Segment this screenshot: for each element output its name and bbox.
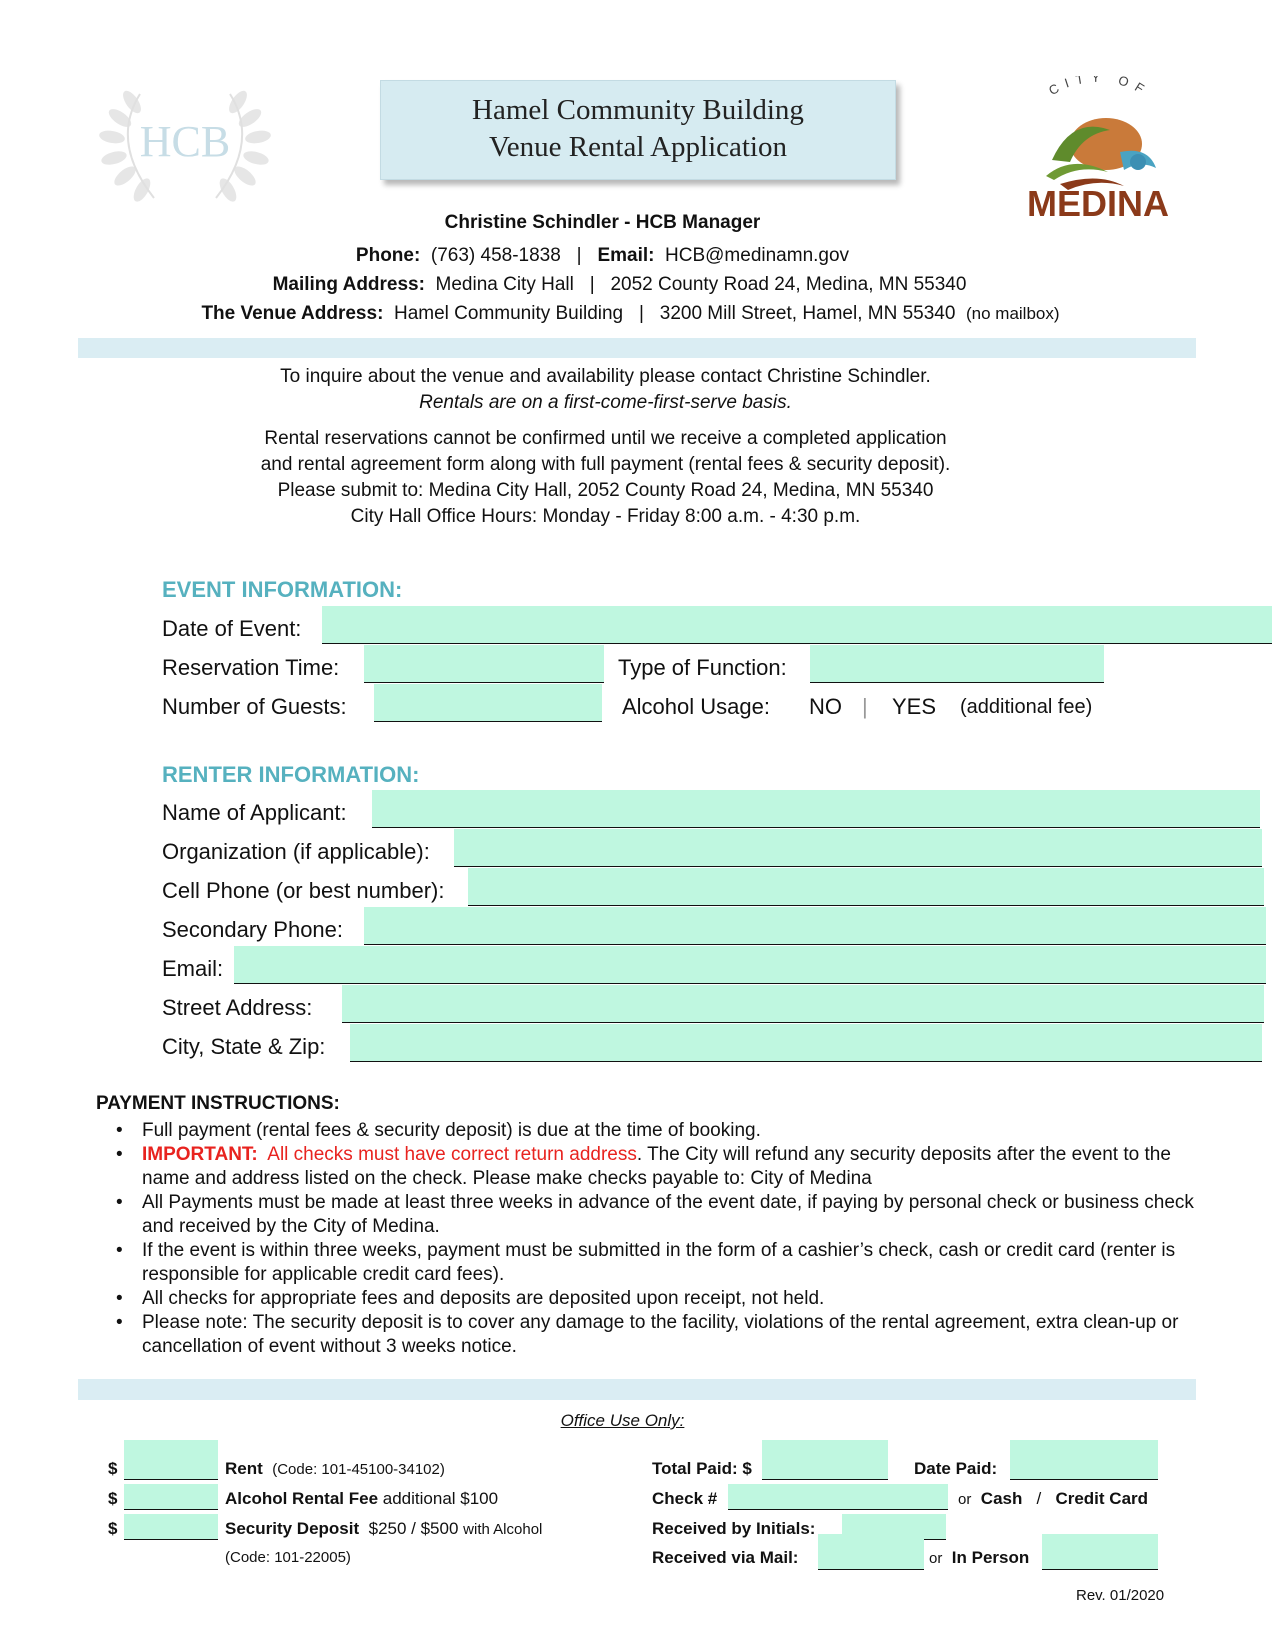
security-deposit-line [225, 1518, 542, 1541]
or-text: or [958, 1491, 972, 1508]
payment-method-slash: / [1036, 1489, 1042, 1508]
notice-line-1: To inquire about the venue and availability please contact Christine Schindler. [280, 366, 931, 387]
type-of-function-label: Type of Function: [618, 655, 787, 680]
mailing-address-line [0, 274, 1257, 296]
office-use-heading: Office Use Only: [560, 1411, 685, 1430]
number-of-guests-field[interactable] [374, 684, 602, 722]
secondary-phone-label: Secondary Phone: [162, 917, 344, 942]
alcohol-fee-note: additional $100 [382, 1489, 499, 1508]
cash-option[interactable]: Cash [980, 1489, 1023, 1508]
important-text: All checks must have correct return address [267, 1144, 637, 1165]
alcohol-dollar-sign: $ [108, 1489, 118, 1508]
venue-label: The Venue Address: [201, 303, 384, 324]
renter-email-label: Email: [162, 956, 224, 981]
divider-band-bottom [78, 1379, 1196, 1400]
phone-value: (763) 458-1838 [430, 245, 561, 266]
renter-email-field[interactable] [234, 946, 1266, 984]
notice-line-6: City Hall Office Hours: Monday - Friday 8:00 a.m. - 4:30 p.m. [350, 506, 861, 527]
notice-line-2: Rentals are on a first-come-first-serve basis. [419, 392, 792, 413]
rent-label: Rent [225, 1459, 263, 1478]
payment-instructions-heading: PAYMENT INSTRUCTIONS: [96, 1093, 340, 1114]
venue-street: 3200 Mill Street, Hamel, MN 55340 [659, 303, 956, 324]
date-of-event-label: Date of Event: [162, 616, 302, 641]
city-state-zip-field[interactable] [350, 1024, 1262, 1062]
notice-line-5: Please submit to: Medina City Hall, 2052 County Road 24, Medina, MN 55340 [277, 480, 934, 501]
mailing-street: 2052 County Road 24, Medina, MN 55340 [610, 274, 967, 295]
check-number-label: Check # [652, 1489, 718, 1508]
venue-address-line [0, 303, 1268, 325]
applicant-name-label: Name of Applicant: [162, 800, 347, 825]
organization-field[interactable] [454, 829, 1262, 867]
deposit-dollar-sign: $ [108, 1519, 118, 1538]
title-box [380, 80, 896, 180]
payment-bullet-3: • All Payments must be made at least three weeks in advance of the event date, if paying by personal check or business check and received by the City of Medina. [110, 1191, 1200, 1239]
rent-amount-field[interactable] [124, 1440, 218, 1480]
city-state-zip-label: City, State & Zip: [162, 1034, 326, 1059]
alcohol-no-option[interactable]: NO [809, 694, 842, 719]
security-deposit-note: with Alcohol [463, 1521, 543, 1538]
email-value: HCB@medinamn.gov [665, 245, 850, 266]
total-paid-label: Total Paid: $ [652, 1459, 752, 1478]
svg-text:CITY OF [1046, 76, 1153, 100]
total-paid-field[interactable] [762, 1440, 888, 1480]
street-address-field[interactable] [342, 985, 1264, 1023]
in-person-line [929, 1547, 1029, 1570]
alcohol-fee-line [225, 1488, 498, 1510]
number-of-guests-label: Number of Guests: [162, 694, 347, 719]
title-line-2: Venue Rental Application [489, 131, 787, 163]
rent-dollar-sign: $ [108, 1459, 118, 1478]
rent-line [225, 1458, 445, 1481]
email-label: Email: [597, 245, 655, 266]
type-of-function-field[interactable] [810, 645, 1104, 683]
venue-name: Hamel Community Building [393, 303, 624, 324]
applicant-name-field[interactable] [372, 790, 1260, 828]
alcohol-usage-label: Alcohol Usage: [622, 694, 770, 719]
received-by-initials-label: Received by Initials: [652, 1519, 816, 1538]
payment-bullet-5: • All checks for appropriate fees and deposits are deposited upon receipt, not held. [110, 1287, 1200, 1311]
payment-bullet-2 [110, 1143, 1200, 1191]
phone-email-line [0, 245, 1240, 267]
hcb-logo [92, 72, 278, 212]
security-deposit-label: Security Deposit [225, 1519, 360, 1538]
important-label: IMPORTANT: [142, 1144, 258, 1165]
separator: | [589, 274, 595, 295]
security-deposit-code: (Code: 101-22005) [225, 1549, 351, 1566]
received-via-mail-field[interactable] [818, 1534, 924, 1570]
medina-arc-text: CITY OF [1046, 76, 1153, 100]
alcohol-fee-amount-field[interactable] [124, 1484, 218, 1510]
street-address-label: Street Address: [162, 995, 313, 1020]
medina-name-text: MEDINA [1027, 183, 1169, 224]
rent-code: (Code: 101-45100-34102) [272, 1461, 445, 1478]
date-of-event-field[interactable] [322, 606, 1272, 644]
medina-logo [1012, 76, 1184, 226]
title-line-1: Hamel Community Building [472, 94, 804, 126]
alcohol-yes-option[interactable]: YES [892, 694, 937, 719]
security-deposit-amount-field[interactable] [124, 1514, 218, 1540]
reservation-time-label: Reservation Time: [162, 655, 340, 680]
or-text: or [929, 1550, 943, 1567]
alcohol-option-separator: | [862, 694, 868, 719]
security-deposit-amounts: $250 / $500 [368, 1519, 459, 1538]
alcohol-fee-label: Alcohol Rental Fee [225, 1489, 379, 1508]
alcohol-fee-note: (additional fee) [960, 696, 1093, 718]
payment-bullet-4: • If the event is within three weeks, payment must be submitted in the form of a cashier’s check, cash or credit card (renter is responsible for applicable credit card fees). [110, 1239, 1200, 1287]
reservation-time-field[interactable] [364, 645, 604, 683]
credit-card-option[interactable]: Credit Card [1055, 1489, 1149, 1508]
divider-band-top [78, 338, 1196, 358]
payment-instructions-list [110, 1119, 1200, 1359]
venue-note: (no mailbox) [966, 304, 1060, 323]
payment-bullet-1: • Full payment (rental fees & security deposit) is due at the time of booking. [110, 1119, 1200, 1143]
received-via-mail-label: Received via Mail: [652, 1548, 799, 1567]
payment-bullet-6: • Please note: The security deposit is to cover any damage to the facility, violations of the rental agreement, extra clean-up or cancellation of event without 3 weeks notice. [110, 1311, 1200, 1359]
mailing-label: Mailing Address: [272, 274, 425, 295]
secondary-phone-field[interactable] [364, 907, 1266, 945]
date-paid-field[interactable] [1010, 1440, 1158, 1480]
mailing-name: Medina City Hall [435, 274, 574, 295]
date-paid-label: Date Paid: [914, 1459, 998, 1478]
separator: | [576, 245, 582, 266]
cell-phone-field[interactable] [468, 868, 1264, 906]
separator: | [638, 303, 644, 324]
cell-phone-label: Cell Phone (or best number): [162, 878, 445, 903]
check-number-field[interactable] [728, 1484, 948, 1510]
notice-line-3: Rental reservations cannot be confirmed until we receive a completed application [264, 428, 947, 449]
manager-line: Christine Schindler - HCB Manager [444, 212, 761, 233]
notice-line-4: and rental agreement form along with full payment (rental fees & security deposit). [260, 454, 951, 475]
renter-info-heading: RENTER INFORMATION: [162, 762, 420, 787]
event-info-heading: EVENT INFORMATION: [162, 577, 403, 602]
organization-label: Organization (if applicable): [162, 839, 430, 864]
hcb-logo-text: HCB [139, 117, 231, 166]
in-person-field[interactable] [1042, 1534, 1158, 1570]
in-person-label: In Person [951, 1548, 1030, 1567]
payment-method-line [958, 1488, 1148, 1511]
phone-label: Phone: [355, 245, 421, 266]
payment-bullet-2-rest: . The City will refund any security deposits after the event to the name and address listed on the check. Please make checks payable to: City of Medina [142, 1144, 1171, 1189]
revision-label: Rev. 01/2020 [1076, 1587, 1165, 1604]
